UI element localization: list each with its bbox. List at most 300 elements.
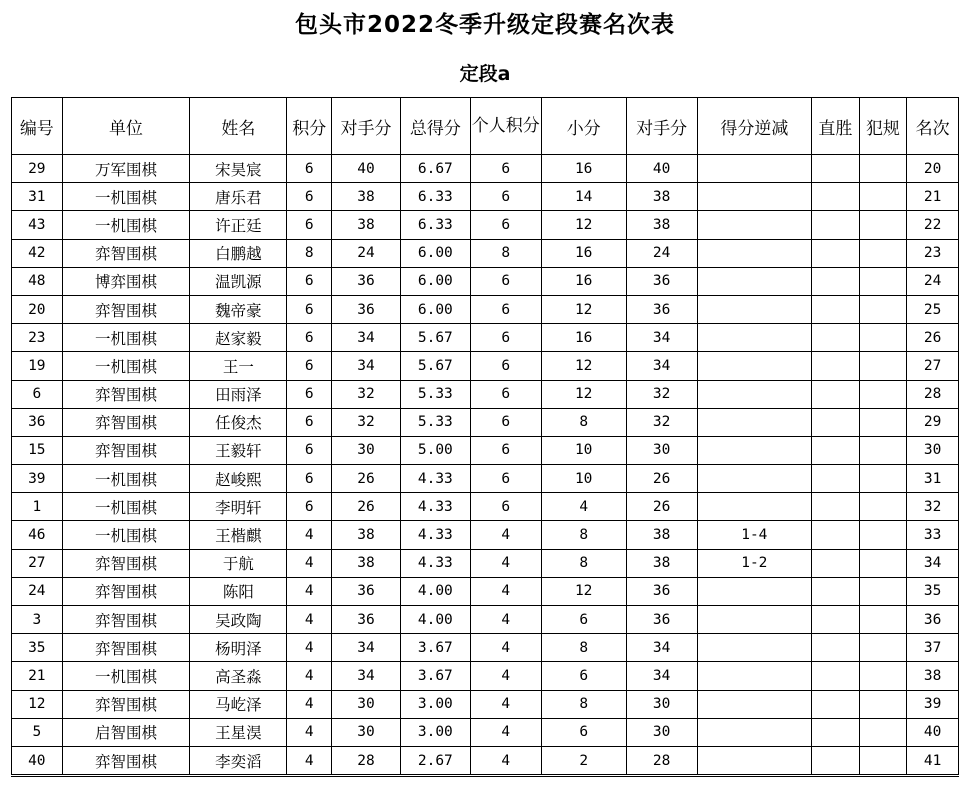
sub-score-cell: 16 — [541, 267, 626, 295]
total-score-cell: 6.33 — [400, 211, 470, 239]
total-score-cell: 4.33 — [400, 465, 470, 493]
player-number-cell: 23 — [12, 324, 63, 352]
personal-points-cell: 4 — [470, 718, 541, 746]
points-cell: 4 — [287, 718, 332, 746]
table-row — [12, 521, 959, 549]
table-row — [12, 634, 959, 662]
table-row — [12, 465, 959, 493]
personal-points-cell: 4 — [470, 662, 541, 690]
sub-score-cell: 8 — [541, 549, 626, 577]
total-score-cell: 5.00 — [400, 436, 470, 464]
points-cell: 6 — [287, 352, 332, 380]
opponent-score-2-cell: 38 — [626, 211, 697, 239]
sub-score-cell: 12 — [541, 352, 626, 380]
total-score-cell: 2.67 — [400, 746, 470, 775]
head-to-head-cell — [812, 521, 860, 549]
rank-cell: 38 — [907, 662, 959, 690]
head-to-head-cell — [812, 211, 860, 239]
foul-cell — [859, 634, 907, 662]
table-row — [12, 183, 959, 211]
opponent-score-2-cell: 32 — [626, 380, 697, 408]
sub-score-cell: 16 — [541, 155, 626, 183]
rank-cell: 31 — [907, 465, 959, 493]
opponent-score-2-cell: 30 — [626, 690, 697, 718]
points-cell: 4 — [287, 606, 332, 634]
column-header: 名次 — [907, 98, 959, 155]
rank-cell: 29 — [907, 408, 959, 436]
personal-points-cell: 6 — [470, 324, 541, 352]
head-to-head-cell — [812, 718, 860, 746]
foul-cell — [859, 577, 907, 605]
foul-cell — [859, 211, 907, 239]
table-header-row — [12, 98, 959, 155]
sub-score-cell: 16 — [541, 239, 626, 267]
tiebreak-cell — [697, 211, 811, 239]
column-header: 得分逆减 — [697, 98, 811, 155]
foul-cell — [859, 549, 907, 577]
opponent-score-2-cell: 40 — [626, 155, 697, 183]
club-cell: 弈智围棋 — [62, 295, 190, 323]
sub-score-cell: 8 — [541, 521, 626, 549]
opponent-score-cell: 32 — [332, 408, 401, 436]
head-to-head-cell — [812, 606, 860, 634]
player-number-cell: 15 — [12, 436, 63, 464]
club-cell: 弈智围棋 — [62, 549, 190, 577]
points-cell: 4 — [287, 521, 332, 549]
points-cell: 4 — [287, 577, 332, 605]
opponent-score-2-cell: 30 — [626, 718, 697, 746]
foul-cell — [859, 521, 907, 549]
player-name-cell: 赵家毅 — [190, 324, 287, 352]
opponent-score-cell: 38 — [332, 521, 401, 549]
player-name-cell: 宋昊宸 — [190, 155, 287, 183]
rank-cell: 27 — [907, 352, 959, 380]
points-cell: 6 — [287, 465, 332, 493]
total-score-cell: 4.00 — [400, 577, 470, 605]
tiebreak-cell — [697, 324, 811, 352]
foul-cell — [859, 746, 907, 775]
player-number-cell: 36 — [12, 408, 63, 436]
personal-points-cell: 4 — [470, 549, 541, 577]
points-cell: 8 — [287, 239, 332, 267]
sub-score-cell: 16 — [541, 324, 626, 352]
club-cell: 弈智围棋 — [62, 577, 190, 605]
player-number-cell: 5 — [12, 718, 63, 746]
opponent-score-2-cell: 24 — [626, 239, 697, 267]
points-cell: 4 — [287, 746, 332, 775]
foul-cell — [859, 352, 907, 380]
opponent-score-cell: 36 — [332, 577, 401, 605]
head-to-head-cell — [812, 380, 860, 408]
player-name-cell: 魏帝豪 — [190, 295, 287, 323]
head-to-head-cell — [812, 183, 860, 211]
sub-score-cell: 8 — [541, 690, 626, 718]
total-score-cell: 6.00 — [400, 267, 470, 295]
tiebreak-cell — [697, 746, 811, 775]
personal-points-cell: 4 — [470, 746, 541, 775]
tiebreak-cell — [697, 183, 811, 211]
player-number-cell: 1 — [12, 493, 63, 521]
table-row — [12, 352, 959, 380]
player-number-cell: 12 — [12, 690, 63, 718]
total-score-cell: 5.67 — [400, 352, 470, 380]
personal-points-cell: 4 — [470, 521, 541, 549]
table-body — [12, 155, 959, 776]
rank-cell: 24 — [907, 267, 959, 295]
total-score-cell: 6.00 — [400, 239, 470, 267]
opponent-score-2-cell: 36 — [626, 267, 697, 295]
player-number-cell: 31 — [12, 183, 63, 211]
table-row — [12, 577, 959, 605]
club-cell: 弈智围棋 — [62, 239, 190, 267]
foul-cell — [859, 267, 907, 295]
foul-cell — [859, 465, 907, 493]
points-cell: 6 — [287, 183, 332, 211]
rank-cell: 30 — [907, 436, 959, 464]
player-number-cell: 3 — [12, 606, 63, 634]
sub-score-cell: 12 — [541, 211, 626, 239]
opponent-score-cell: 28 — [332, 746, 401, 775]
player-number-cell: 21 — [12, 662, 63, 690]
total-score-cell: 4.33 — [400, 549, 470, 577]
personal-points-cell: 6 — [470, 493, 541, 521]
head-to-head-cell — [812, 690, 860, 718]
tiebreak-cell — [697, 690, 811, 718]
opponent-score-cell: 34 — [332, 324, 401, 352]
foul-cell — [859, 606, 907, 634]
opponent-score-2-cell: 26 — [626, 465, 697, 493]
club-cell: 一机围棋 — [62, 352, 190, 380]
player-number-cell: 39 — [12, 465, 63, 493]
foul-cell — [859, 155, 907, 183]
ranking-table — [11, 97, 959, 777]
points-cell: 4 — [287, 690, 332, 718]
sub-score-cell: 12 — [541, 380, 626, 408]
head-to-head-cell — [812, 267, 860, 295]
table-row — [12, 408, 959, 436]
rank-cell: 39 — [907, 690, 959, 718]
column-header: 编号 — [12, 98, 63, 155]
club-cell: 弈智围棋 — [62, 634, 190, 662]
column-header: 单位 — [62, 98, 190, 155]
foul-cell — [859, 718, 907, 746]
opponent-score-cell: 24 — [332, 239, 401, 267]
rank-cell: 35 — [907, 577, 959, 605]
opponent-score-cell: 40 — [332, 155, 401, 183]
player-number-cell: 35 — [12, 634, 63, 662]
tiebreak-cell — [697, 295, 811, 323]
column-header: 个人积分 — [470, 98, 541, 155]
rank-cell: 21 — [907, 183, 959, 211]
points-cell: 6 — [287, 493, 332, 521]
personal-points-cell: 8 — [470, 239, 541, 267]
player-name-cell: 王星淏 — [190, 718, 287, 746]
rank-cell: 36 — [907, 606, 959, 634]
opponent-score-2-cell: 36 — [626, 577, 697, 605]
table-row — [12, 718, 959, 746]
points-cell: 6 — [287, 295, 332, 323]
column-header: 总得分 — [400, 98, 470, 155]
club-cell: 万军围棋 — [62, 155, 190, 183]
player-number-cell: 20 — [12, 295, 63, 323]
table-row — [12, 155, 959, 183]
personal-points-cell: 6 — [470, 295, 541, 323]
rank-cell: 41 — [907, 746, 959, 775]
points-cell: 4 — [287, 549, 332, 577]
points-cell: 6 — [287, 324, 332, 352]
column-header: 对手分 — [332, 98, 401, 155]
player-name-cell: 李奕滔 — [190, 746, 287, 775]
total-score-cell: 4.00 — [400, 606, 470, 634]
opponent-score-cell: 30 — [332, 436, 401, 464]
rank-cell: 40 — [907, 718, 959, 746]
sub-score-cell: 2 — [541, 746, 626, 775]
player-name-cell: 王楷麒 — [190, 521, 287, 549]
player-name-cell: 田雨泽 — [190, 380, 287, 408]
sub-score-cell: 12 — [541, 295, 626, 323]
player-number-cell: 24 — [12, 577, 63, 605]
foul-cell — [859, 183, 907, 211]
head-to-head-cell — [812, 408, 860, 436]
tiebreak-cell — [697, 718, 811, 746]
opponent-score-2-cell: 26 — [626, 493, 697, 521]
tiebreak-cell — [697, 493, 811, 521]
head-to-head-cell — [812, 493, 860, 521]
tiebreak-cell — [697, 267, 811, 295]
player-number-cell: 29 — [12, 155, 63, 183]
opponent-score-2-cell: 28 — [626, 746, 697, 775]
player-name-cell: 赵峻熙 — [190, 465, 287, 493]
table-row — [12, 493, 959, 521]
club-cell: 一机围棋 — [62, 465, 190, 493]
personal-points-cell: 6 — [470, 436, 541, 464]
column-header: 姓名 — [190, 98, 287, 155]
personal-points-cell: 6 — [470, 380, 541, 408]
head-to-head-cell — [812, 239, 860, 267]
group-subtitle: 定段a — [459, 63, 511, 85]
opponent-score-cell: 34 — [332, 634, 401, 662]
table-row — [12, 606, 959, 634]
opponent-score-cell: 36 — [332, 295, 401, 323]
foul-cell — [859, 690, 907, 718]
sub-score-cell: 8 — [541, 634, 626, 662]
personal-points-cell: 6 — [470, 267, 541, 295]
player-number-cell: 40 — [12, 746, 63, 775]
column-header: 犯规 — [859, 98, 907, 155]
player-name-cell: 于航 — [190, 549, 287, 577]
player-name-cell: 王毅轩 — [190, 436, 287, 464]
total-score-cell: 3.67 — [400, 634, 470, 662]
club-cell: 弈智围棋 — [62, 408, 190, 436]
opponent-score-2-cell: 38 — [626, 549, 697, 577]
sub-score-cell: 6 — [541, 606, 626, 634]
head-to-head-cell — [812, 549, 860, 577]
head-to-head-cell — [812, 634, 860, 662]
table-row — [12, 267, 959, 295]
points-cell: 4 — [287, 634, 332, 662]
opponent-score-cell: 38 — [332, 211, 401, 239]
total-score-cell: 5.33 — [400, 380, 470, 408]
opponent-score-cell: 30 — [332, 718, 401, 746]
head-to-head-cell — [812, 295, 860, 323]
club-cell: 一机围棋 — [62, 521, 190, 549]
personal-points-cell: 6 — [470, 155, 541, 183]
sub-score-cell: 6 — [541, 718, 626, 746]
personal-points-cell: 4 — [470, 634, 541, 662]
opponent-score-cell: 26 — [332, 465, 401, 493]
personal-points-cell: 6 — [470, 408, 541, 436]
head-to-head-cell — [812, 577, 860, 605]
points-cell: 6 — [287, 408, 332, 436]
player-number-cell: 6 — [12, 380, 63, 408]
player-name-cell: 杨明泽 — [190, 634, 287, 662]
player-name-cell: 白鹏越 — [190, 239, 287, 267]
foul-cell — [859, 324, 907, 352]
sub-score-cell: 4 — [541, 493, 626, 521]
total-score-cell: 6.67 — [400, 155, 470, 183]
table-row — [12, 746, 959, 775]
player-name-cell: 陈阳 — [190, 577, 287, 605]
rank-cell: 28 — [907, 380, 959, 408]
foul-cell — [859, 436, 907, 464]
player-name-cell: 李明轩 — [190, 493, 287, 521]
personal-points-cell: 6 — [470, 211, 541, 239]
head-to-head-cell — [812, 662, 860, 690]
foul-cell — [859, 239, 907, 267]
tiebreak-cell — [697, 380, 811, 408]
player-name-cell: 唐乐君 — [190, 183, 287, 211]
points-cell: 4 — [287, 662, 332, 690]
opponent-score-2-cell: 38 — [626, 521, 697, 549]
opponent-score-cell: 38 — [332, 183, 401, 211]
total-score-cell: 6.33 — [400, 183, 470, 211]
tiebreak-cell — [697, 436, 811, 464]
player-name-cell: 王一 — [190, 352, 287, 380]
head-to-head-cell — [812, 436, 860, 464]
table-row — [12, 324, 959, 352]
personal-points-cell: 6 — [470, 465, 541, 493]
rank-cell: 22 — [907, 211, 959, 239]
sub-score-cell: 14 — [541, 183, 626, 211]
head-to-head-cell — [812, 352, 860, 380]
tiebreak-cell — [697, 155, 811, 183]
head-to-head-cell — [812, 155, 860, 183]
opponent-score-cell: 26 — [332, 493, 401, 521]
club-cell: 弈智围棋 — [62, 746, 190, 775]
club-cell: 弈智围棋 — [62, 380, 190, 408]
player-name-cell: 吴政陶 — [190, 606, 287, 634]
head-to-head-cell — [812, 746, 860, 775]
total-score-cell: 5.67 — [400, 324, 470, 352]
club-cell: 一机围棋 — [62, 183, 190, 211]
rank-cell: 32 — [907, 493, 959, 521]
table-row — [12, 211, 959, 239]
tiebreak-cell — [697, 239, 811, 267]
foul-cell — [859, 408, 907, 436]
table-row — [12, 549, 959, 577]
total-score-cell: 6.00 — [400, 295, 470, 323]
player-number-cell: 46 — [12, 521, 63, 549]
opponent-score-cell: 30 — [332, 690, 401, 718]
total-score-cell: 4.33 — [400, 521, 470, 549]
rank-cell: 37 — [907, 634, 959, 662]
column-header: 对手分 — [626, 98, 697, 155]
tiebreak-cell — [697, 606, 811, 634]
club-cell: 一机围棋 — [62, 324, 190, 352]
tiebreak-cell — [697, 662, 811, 690]
player-name-cell: 温凯源 — [190, 267, 287, 295]
total-score-cell: 3.67 — [400, 662, 470, 690]
points-cell: 6 — [287, 267, 332, 295]
player-number-cell: 43 — [12, 211, 63, 239]
column-header: 直胜 — [812, 98, 860, 155]
column-header: 小分 — [541, 98, 626, 155]
total-score-cell: 3.00 — [400, 690, 470, 718]
table-row — [12, 295, 959, 323]
points-cell: 6 — [287, 380, 332, 408]
total-score-cell: 3.00 — [400, 718, 470, 746]
table-row — [12, 690, 959, 718]
table-row — [12, 380, 959, 408]
foul-cell — [859, 662, 907, 690]
club-cell: 启智围棋 — [62, 718, 190, 746]
opponent-score-2-cell: 32 — [626, 408, 697, 436]
club-cell: 一机围棋 — [62, 211, 190, 239]
opponent-score-2-cell: 38 — [626, 183, 697, 211]
opponent-score-2-cell: 36 — [626, 295, 697, 323]
rank-cell: 23 — [907, 239, 959, 267]
opponent-score-2-cell: 30 — [626, 436, 697, 464]
rank-cell: 20 — [907, 155, 959, 183]
personal-points-cell: 4 — [470, 577, 541, 605]
tiebreak-cell — [697, 465, 811, 493]
personal-points-cell: 4 — [470, 606, 541, 634]
opponent-score-cell: 34 — [332, 662, 401, 690]
opponent-score-2-cell: 34 — [626, 662, 697, 690]
foul-cell — [859, 380, 907, 408]
club-cell: 弈智围棋 — [62, 606, 190, 634]
personal-points-cell: 6 — [470, 183, 541, 211]
player-name-cell: 马屹泽 — [190, 690, 287, 718]
tiebreak-cell — [697, 577, 811, 605]
player-name-cell: 许正廷 — [190, 211, 287, 239]
club-cell: 博弈围棋 — [62, 267, 190, 295]
player-number-cell: 19 — [12, 352, 63, 380]
player-number-cell: 48 — [12, 267, 63, 295]
player-number-cell: 27 — [12, 549, 63, 577]
opponent-score-cell: 34 — [332, 352, 401, 380]
sub-score-cell: 6 — [541, 662, 626, 690]
total-score-cell: 5.33 — [400, 408, 470, 436]
head-to-head-cell — [812, 465, 860, 493]
club-cell: 弈智围棋 — [62, 690, 190, 718]
tiebreak-cell: 1-4 — [697, 521, 811, 549]
head-to-head-cell — [812, 324, 860, 352]
club-cell: 一机围棋 — [62, 662, 190, 690]
rank-cell: 33 — [907, 521, 959, 549]
rank-cell: 25 — [907, 295, 959, 323]
column-header: 积分 — [287, 98, 332, 155]
table-row — [12, 239, 959, 267]
sub-score-cell: 10 — [541, 465, 626, 493]
points-cell: 6 — [287, 436, 332, 464]
tiebreak-cell — [697, 352, 811, 380]
sub-score-cell: 8 — [541, 408, 626, 436]
player-name-cell: 任俊杰 — [190, 408, 287, 436]
personal-points-cell: 6 — [470, 352, 541, 380]
opponent-score-2-cell: 34 — [626, 324, 697, 352]
club-cell: 弈智围棋 — [62, 436, 190, 464]
